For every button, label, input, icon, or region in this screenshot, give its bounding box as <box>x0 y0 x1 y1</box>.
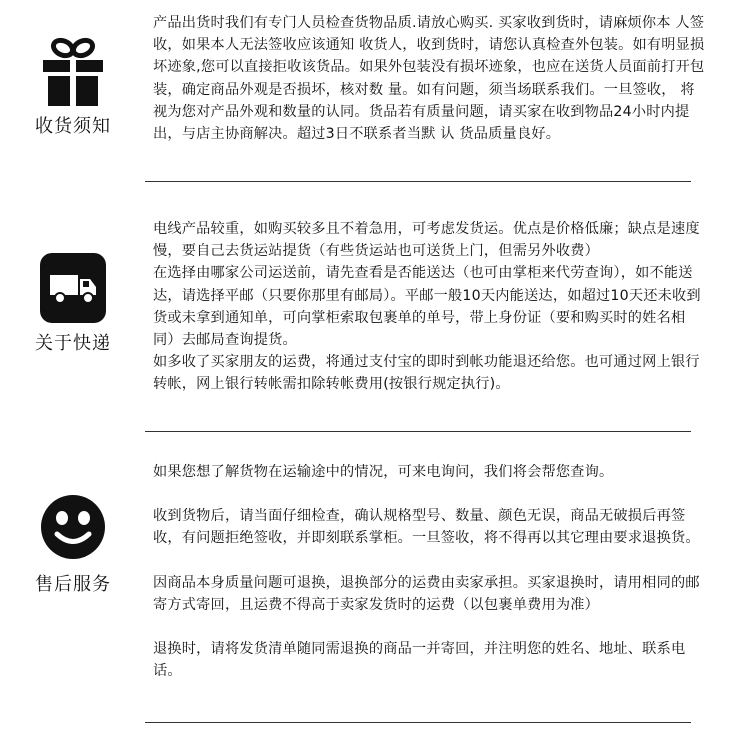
section-divider <box>145 181 691 182</box>
paragraph: 因商品本身质量问题可退换，退换部分的运费由卖家承担。买家退换时，请用相同的邮寄方式寄回，且运费不得高于卖家发货时的运费（以包裹单费用为准） <box>153 574 700 613</box>
receipt-notice-icon-group <box>18 36 128 138</box>
smiley-face-icon <box>40 494 106 564</box>
receipt-notice-label: 收货须知 <box>35 116 111 137</box>
receipt-notice-text <box>153 12 705 145</box>
paragraph: 在选择由哪家公司运送前，请先查看是否能送达（也可由掌柜来代劳查询），如不能送达，请选择平邮（只要你那里有邮局）。平邮一般10天内能送达，如超过10天还未收到货或未拿到通知单，可向掌柜索取包裹单的单号，带上身份证（要和购买时的姓名相同）去邮局查询提货。 <box>153 265 701 349</box>
paragraph: 电线产品较重，如购买较多且不着急用，可考虑发货运。优点是价格低廉；缺点是速度慢，要自己去货运站提货（有些货运站也可送货上门，但需另外收费） <box>153 221 700 260</box>
delivery-truck-icon <box>40 253 106 323</box>
section-divider <box>145 722 691 723</box>
gift-icon <box>40 36 106 106</box>
after-sales-label: 售后服务 <box>35 574 111 595</box>
paragraph: 如果您想了解货物在运输途中的情况，可来电询问，我们将会帮您查询。 <box>153 464 614 480</box>
after-sales-text <box>153 461 705 682</box>
after-sales-icon-group <box>18 494 128 596</box>
paragraph: 收到货物后，请当面仔细检查，确认规格型号、数量、颜色无误，商品无破损后再签收，有问题拒绝签收，并即刻联系掌柜。一旦签收，将不得再以其它理由要求退换货。 <box>153 508 700 547</box>
paragraph: 如多收了买家朋友的运费，将通过支付宝的即时到帐功能退还给您。也可通过网上银行转帐，网上银行转帐需扣除转帐费用(按银行规定执行)。 <box>153 354 700 393</box>
paragraph: 退换时，请将发货清单随同需退换的商品一并寄回，并注明您的姓名、地址、联系电话。 <box>153 641 686 680</box>
shipping-label: 关于快递 <box>35 333 111 354</box>
shipping-text <box>153 218 705 396</box>
paragraph: 产品出货时我们有专门人员检查货物品质.请放心购买. 买家收到货时，请麻烦你本 人签收，如果本人无法签收应该通知 收货人，收到货时，请您认真检查外包装。如有明显损坏迹象,您可以直接拒收该货品。如果外包装没有损坏迹象，也应在送货人员面前打开包装，确定商品外观是否损坏，核对数 量。如有问题，须当场联系我们。一旦签收， 将视为您对产品外观和数量的认同。货品若有质量问题，请买家在收到物品24小时内提出，与店主协商解决。超过3日不联系者当默 认 货品质量良好。 <box>153 15 705 143</box>
shipping-icon-group <box>18 253 128 355</box>
section-divider <box>145 431 691 432</box>
